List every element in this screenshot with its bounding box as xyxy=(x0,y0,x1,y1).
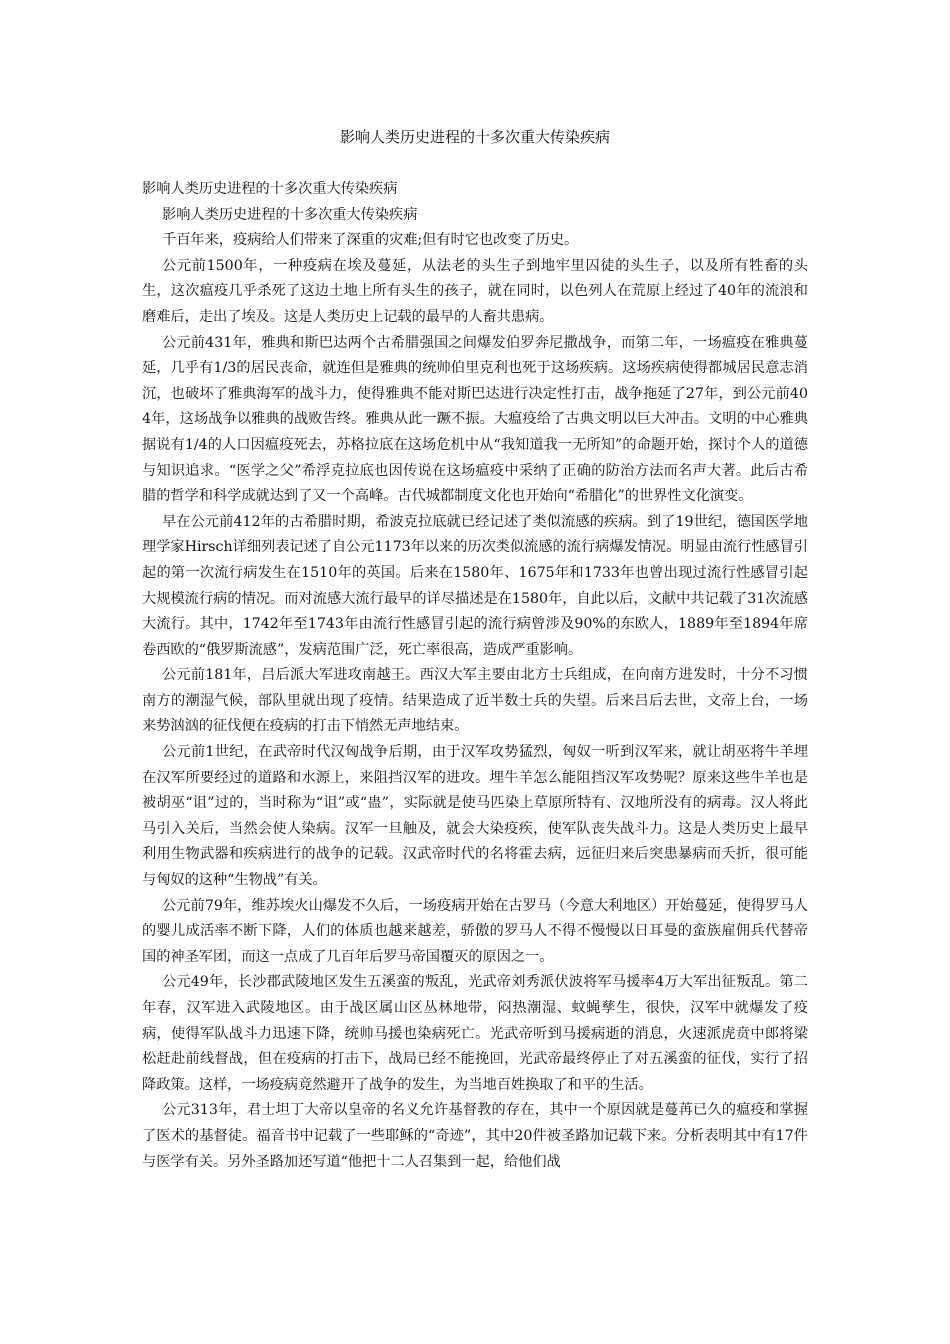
paragraph-influenza-history: 早在公元前412年的古希腊时期，希波克拉底就已经记述了类似流感的疾病。到了19世纪，德国医学地理学家Hirsch详细列表记述了自公元1173年以来的历次类似流感的流行病爆发情况。明显由流行性感冒引起的第一次流行病发生在1510年的英国。后来在1580年、1675年和1733年也曾出现过流行性感冒引起大规模流行病的情况。而对流感大流行最早的详尽描述是在1580年，自此以后，文献中共记载了31次流感大流行。其中，1742年至1743年由流行性感冒引起的流行病曾涉及90%的东欧人，1889年至1894年席卷西欧的“俄罗斯流感”，发病范围广泛，死亡率很高，造成严重影响。 xyxy=(142,513,808,658)
document-title: 影响人类历史进程的十多次重大传染疾病 xyxy=(339,128,610,146)
paragraph-repeated-title-1: 影响人类历史进程的十多次重大传染疾病 xyxy=(142,181,398,197)
paragraph-athens-431bc: 公元前431年，雅典和斯巴达两个古希腊强国之间爆发伯罗奔尼撒战争，而第二年，一场瘟疫在雅典蔓延，几乎有1/3的居民丧命，就连但是雅典的统帅伯里克利也死于这场疾病。这场疾病使得都城居民意志消沉，也破坏了雅典海军的战斗力，使得雅典不能对斯巴达进行决定性打击，战争拖延了27年，到公元前404年，这场战争以雅典的战败告终。雅典从此一蹶不振。大瘟疫给了古典文明以巨大冲击。文明的中心雅典据说有1/4的人口因瘟疫死去，苏格拉底在这场危机中从“我知道我一无所知”的命题开始，探讨个人的道德与知识追求。“医学之父”希浮克拉底也因传说在这场瘟疫中采纳了正确的防治方法而名声大著。此后古希腊的哲学和科学成就达到了又一个高峰。古代城都制度文化也开始向“希腊化”的世界性文化演变。 xyxy=(142,334,808,505)
paragraph-intro: 千百年来，疫病给人们带来了深重的灾难;但有时它也改变了历史。 xyxy=(162,232,579,249)
paragraph-wuxi-49ad: 公元49年，长沙郡武陵地区发生五溪蛮的叛乱，光武帝刘秀派伏波将军马援率4万大军出征叛乱。第二年春，汉军进入武陵地区。由于战区属山区丛林地带，闷热潮湿、蚊蝇孳生，很快，汉军中就爆发了疫病，使得军队战斗力迅速下降，统帅马援也染病死亡。光武帝听到马援病逝的消息，火速派虎贲中郎将梁松赶赴前线督战，但在疫病的打击下，战局已经不能挽回，光武帝最终停止了对五溪蛮的征伐，实行了招降政策。这样，一场疫病竟然避开了战争的发生，为当地百姓换取了和平的生活。 xyxy=(142,974,808,1093)
paragraph-nanyue-181bc: 公元前181年，吕后派大军进攻南越王。西汉大军主要由北方士兵组成，在向南方进发时，十分不习惯南方的潮湿气候，部队里就出现了疫情。结果造成了近半数士兵的失望。后来吕后去世，文帝上台，一场来势汹汹的征伐便在疫病的打击下悄然无声地结束。 xyxy=(142,667,808,735)
paragraph-constantine-313ad: 公元313年，君士坦丁大帝以皇帝的名义允许基督教的存在，其中一个原因就是蔓苒已久的瘟疫和掌握了医术的基督徒。福音书中记载了一些耶稣的“奇迹”，其中20件被圣路加记载下来。分析表明其中有17件与医学有关。另外圣路加还写道“他把十二人召集到一起，给他们战 xyxy=(142,1102,808,1170)
paragraph-rome-79: 公元前79年，维苏埃火山爆发不久后，一场疫病开始在古罗马（今意大利地区）开始蔓延，使得罗马人的婴儿成活率不断下降，人们的体质也越来越差，骄傲的罗马人不得不慢慢以日耳曼的蛮族雇佣兵代替帝国的神圣军团，而这一点成了几百年后罗马帝国覆灭的原因之一。 xyxy=(142,897,808,965)
paragraph-repeated-title-2: 影响人类历史进程的十多次重大传染疾病 xyxy=(162,206,418,223)
paragraph-egypt-1500bc: 公元前1500年，一种疫病在埃及蔓延，从法老的头生子到地牢里囚徒的头生子，以及所有牲畜的头生，这次瘟疫几乎杀死了这边土地上所有头生的孩子，就在同时，以色列人在荒原上经过了40年的流浪和磨难后，走出了埃及。这是人类历史上记载的最早的人畜共患病。 xyxy=(142,257,808,325)
paragraph-han-xiongnu: 公元前1世纪，在武帝时代汉匈战争后期，由于汉军攻势猛烈，匈奴一听到汉军来，就让胡巫将牛羊埋在汉军所要经过的道路和水源上，来阻挡汉军的进攻。埋牛羊怎么能阻挡汉军攻势呢？原来这些牛羊也是被胡巫“诅”过的，当时称为“诅”或“蛊”，实际就是使马匹染上草原所特有、汉地所没有的病毒。汉人将此马引入关后，当然会使人染病。汉军一旦触及，就会大染疫疾，使军队丧失战斗力。这是人类历史上最早利用生物武器和疾病进行的战争的记载。汉武帝时代的名将霍去病，远征归来后突患暴病而夭折，很可能与匈奴的这种“生物战”有关。 xyxy=(142,744,808,889)
document-body xyxy=(142,177,808,1175)
